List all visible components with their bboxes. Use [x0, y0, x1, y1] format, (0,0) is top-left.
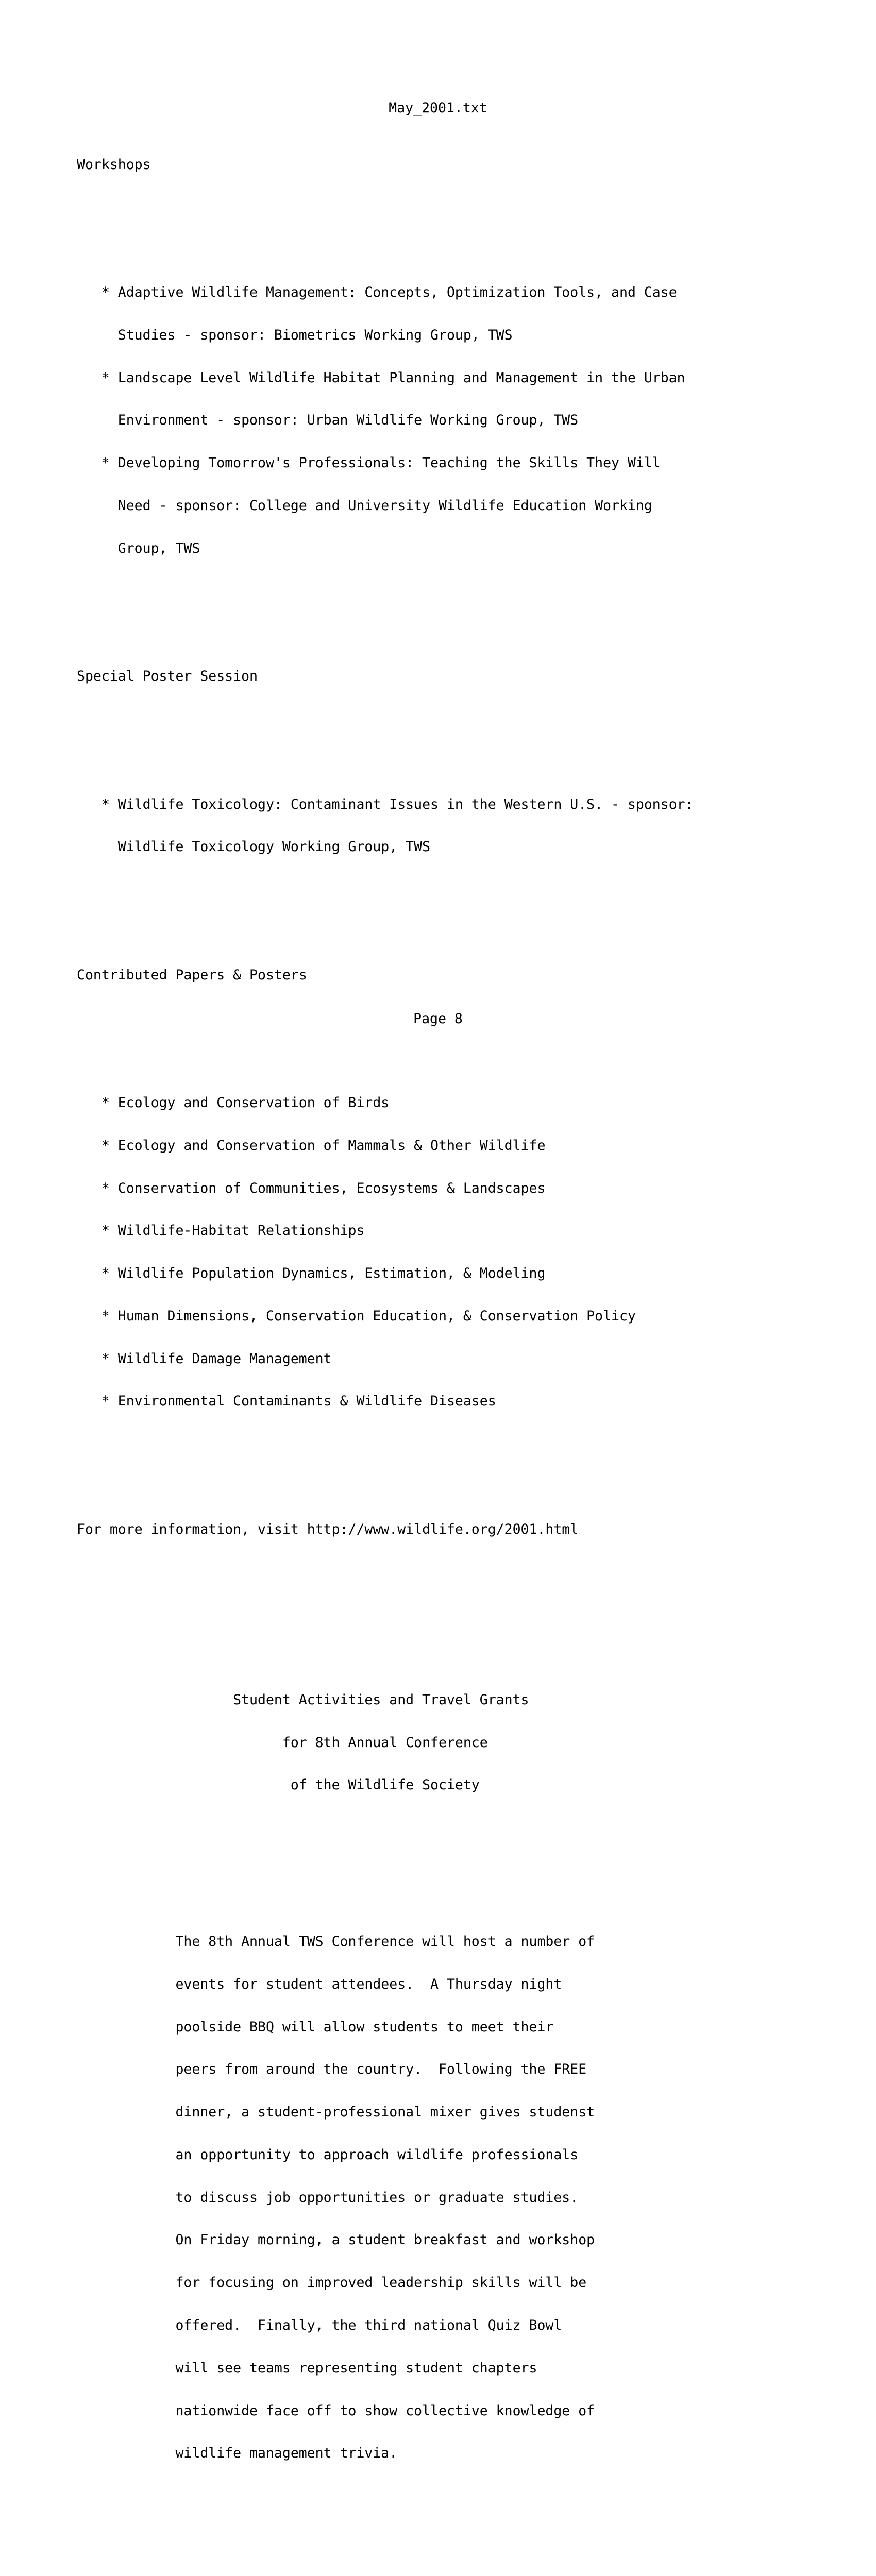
- workshops-heading: Workshops: [77, 156, 151, 173]
- paragraph-line: On Friday morning, a student breakfast and workshop: [77, 2232, 595, 2248]
- paragraph-line: for focusing on improved leadership skills will be: [77, 2275, 587, 2291]
- paragraph-line: to discuss job opportunities or graduate studies.: [77, 2189, 579, 2206]
- page-number: Page 8: [413, 1011, 463, 1027]
- paragraph-line: wildlife management trivia.: [77, 2445, 398, 2462]
- workshop-item-continued: Group, TWS: [77, 540, 200, 556]
- blank-line: [77, 1607, 694, 1622]
- contributed-item: * Environmental Contaminants & Wildlife Diseases: [77, 1393, 496, 1410]
- blank-line: [77, 200, 694, 215]
- paragraph-line: offered. Finally, the third national Quiz Bowl: [77, 2317, 562, 2334]
- workshop-item: * Adaptive Wildlife Management: Concepts, Optimization Tools, and Case: [77, 284, 677, 301]
- paragraph-line: an opportunity to approach wildlife professionals: [77, 2146, 579, 2163]
- contributed-item: * Human Dimensions, Conservation Education, & Conservation Policy: [77, 1308, 636, 1324]
- paragraph-line: events for student attendees. A Thursday night: [77, 1976, 562, 1992]
- poster-session-item-continued: Wildlife Toxicology Working Group, TWS: [77, 839, 431, 855]
- paragraph-line: dinner, a student-professional mixer gives studenst: [77, 2104, 595, 2121]
- article-title-line: for 8th Annual Conference: [77, 1734, 488, 1751]
- blank-line: [77, 911, 694, 925]
- contributed-item: * Ecology and Conservation of Birds: [77, 1094, 390, 1111]
- blank-line: [77, 613, 694, 627]
- workshop-item-continued: Environment - sponsor: Urban Wildlife Working Group, TWS: [77, 412, 579, 429]
- workshop-item: * Landscape Level Wildlife Habitat Planning and Management in the Urban: [77, 369, 685, 386]
- blank-line: [77, 1849, 694, 1863]
- poster-session-item: * Wildlife Toxicology: Contaminant Issues in the Western U.S. - sponsor:: [77, 796, 694, 812]
- paragraph-line: peers from around the country. Following the FREE: [77, 2061, 587, 2078]
- blank-line: [77, 1465, 694, 1480]
- workshop-item: * Developing Tomorrow's Professionals: Teaching the Skills They Will: [77, 455, 661, 471]
- workshop-item-continued: Need - sponsor: College and University Wildlife Education Working: [77, 498, 652, 514]
- document-body: [77, 115, 694, 2576]
- document-title: May_2001.txt: [389, 100, 487, 116]
- article-paragraph-1: [77, 1906, 694, 2489]
- blank-line: [77, 2517, 694, 2532]
- workshop-item-continued: Studies - sponsor: Biometrics Working Group, TWS: [77, 327, 513, 343]
- article-title-line: of the Wildlife Society: [77, 1777, 480, 1793]
- paragraph-line: nationwide face off to show collective knowledge of: [77, 2402, 595, 2419]
- blank-line: [77, 712, 694, 726]
- student-article-title: [77, 1665, 694, 1821]
- contributed-item: * Wildlife Damage Management: [77, 1350, 332, 1367]
- paragraph-line: will see teams representing student chapters: [77, 2360, 537, 2376]
- paragraph-line: The 8th Annual TWS Conference will host a number of: [77, 1934, 595, 1950]
- poster-session-list: [77, 769, 694, 883]
- more-info-line: For more information, visit http://www.wildlife.org/2001.html: [77, 1521, 579, 1537]
- contributed-item: * Conservation of Communities, Ecosystems & Landscapes: [77, 1180, 546, 1196]
- contributed-item: * Wildlife-Habitat Relationships: [77, 1223, 365, 1239]
- paragraph-line: poolside BBQ will allow students to meet their: [77, 2019, 554, 2035]
- contributed-item: * Ecology and Conservation of Mammals & Other Wildlife: [77, 1137, 546, 1154]
- article-title-line: Student Activities and Travel Grants: [77, 1691, 529, 1708]
- workshops-list: [77, 257, 694, 584]
- contributed-list: [77, 1067, 694, 1437]
- blank-line: [77, 1565, 694, 1580]
- contributed-item: * Wildlife Population Dynamics, Estimation, & Modeling: [77, 1265, 546, 1282]
- poster-session-heading: Special Poster Session: [77, 668, 258, 685]
- contributed-heading: Contributed Papers & Posters: [77, 967, 307, 983]
